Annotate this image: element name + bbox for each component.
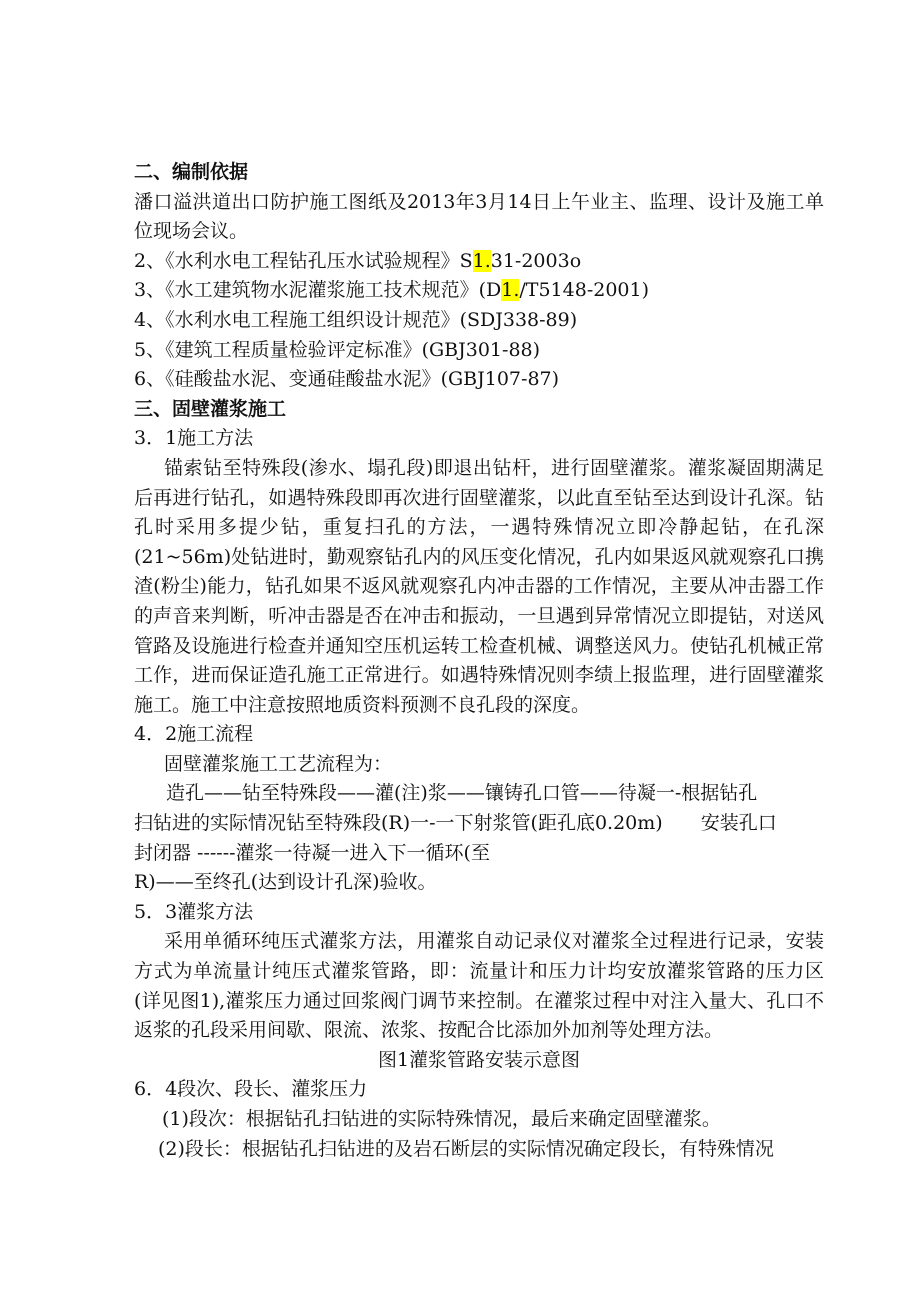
method-paragraph: 锚索钻至特殊段(渗水、塌孔段)即退出钻杆，进行固壁灌浆。灌浆凝固期满足后再进行钻孔，如遇特殊段即再次进行固壁灌浆，以此直至钻至达到设计孔深。钻孔时采用多提少钻，重复扫孔的方法，一遇特殊情况立即冷静起钻，在孔深(21~56m)处钻进时，勤观察钻孔内的风压变化情况，孔内如果返风就观察孔口携渣(粉尘)能力，钻孔如果不返风就观察孔内冲击器的工作情况，主要从冲击器工作的声音来判断，听冲击器是否在冲击和振动，一旦遇到异常情况立即提钻，对送风管路及设施进行检查并通知空压机运转工检查机械、调整送风力。使钻孔机械正常工作，进而保证造孔施工正常进行。如遇特殊情况则李绩上报监理，进行固壁灌浆施工。施工中注意按照地质资料预测不良孔段的深度。 xyxy=(134,456,824,716)
figure-caption: 图1灌浆管路安装示意图 xyxy=(377,1048,581,1071)
subsection-title: 5．3灌浆方法 xyxy=(134,900,254,923)
highlight-mark: 1. xyxy=(501,279,520,302)
flow-line: 封闭器 ------灌浆一待凝一进入下一循环(至 xyxy=(134,841,490,864)
reference-item: 4、《水利水电工程施工组织设计规范》(SDJ338-89) xyxy=(134,308,578,331)
flow-line: 扫钻进的实际情况钻至特殊段(R)一-一下射浆管(距孔底0.20m) 安装孔口 xyxy=(134,812,777,835)
section-heading-basis: 二、编制依据 xyxy=(134,161,249,183)
subsection-title: 4．2施工流程 xyxy=(134,723,254,746)
reference-item: 3、《水工建筑物水泥灌浆施工技术规范》(D1./T5148-2001) xyxy=(134,279,650,302)
reference-item: 6、《硅酸盐水泥、变通硅酸盐水泥》(GBJ107-87) xyxy=(134,368,560,391)
document-page xyxy=(134,158,824,1164)
grouting-method-paragraph: 采用单循环纯压式灌浆方法，用灌浆自动记录仪对灌浆全过程进行记录，安装方式为单流量计纯压式灌浆管路，即：流量计和压力计均安放灌浆管路的压力区(详见图1),灌浆压力通过回浆阀门调节来控制。在灌浆过程中对注入量大、孔口不返浆的孔段采用间歇、限流、浓浆、按配合比添加外加剂等处理方法。 xyxy=(134,930,824,1042)
section-heading-grouting: 三、固壁灌浆施工 xyxy=(134,397,287,420)
list-item: (1)段次：根据钻孔扫钻进的实际特殊情况，最后来确定固壁灌浆。 xyxy=(162,1108,721,1130)
flow-line: R)——至终孔(达到设计孔深)验收。 xyxy=(134,871,437,894)
list-item: (2)段长：根据钻孔扫钻进的及岩石断层的实际情况确定段长，有特殊情况 xyxy=(158,1137,774,1160)
basis-intro-paragraph: 潘口溢洪道出口防护施工图纸及2013年3月14日上午业主、监理、设计及施工单位现场会议。 xyxy=(134,190,824,243)
subsection-title: 6．4段次、段长、灌浆压力 xyxy=(134,1078,368,1101)
highlight-mark: 1. xyxy=(472,249,491,272)
reference-item: 5、《建筑工程质量检验评定标准》(GBJ301-88) xyxy=(134,338,541,361)
flow-line: 造孔——钻至特殊段——灌(注)浆——镶铸孔口管——待凝一-根据钻孔 xyxy=(166,782,758,805)
reference-item: 2、《水利水电工程钻孔压水试验规程》S1.31-2003o xyxy=(134,249,582,272)
flow-lead-text: 固壁灌浆施工工艺流程为： xyxy=(164,752,393,775)
subsection-title: 3．1施工方法 xyxy=(134,427,254,450)
